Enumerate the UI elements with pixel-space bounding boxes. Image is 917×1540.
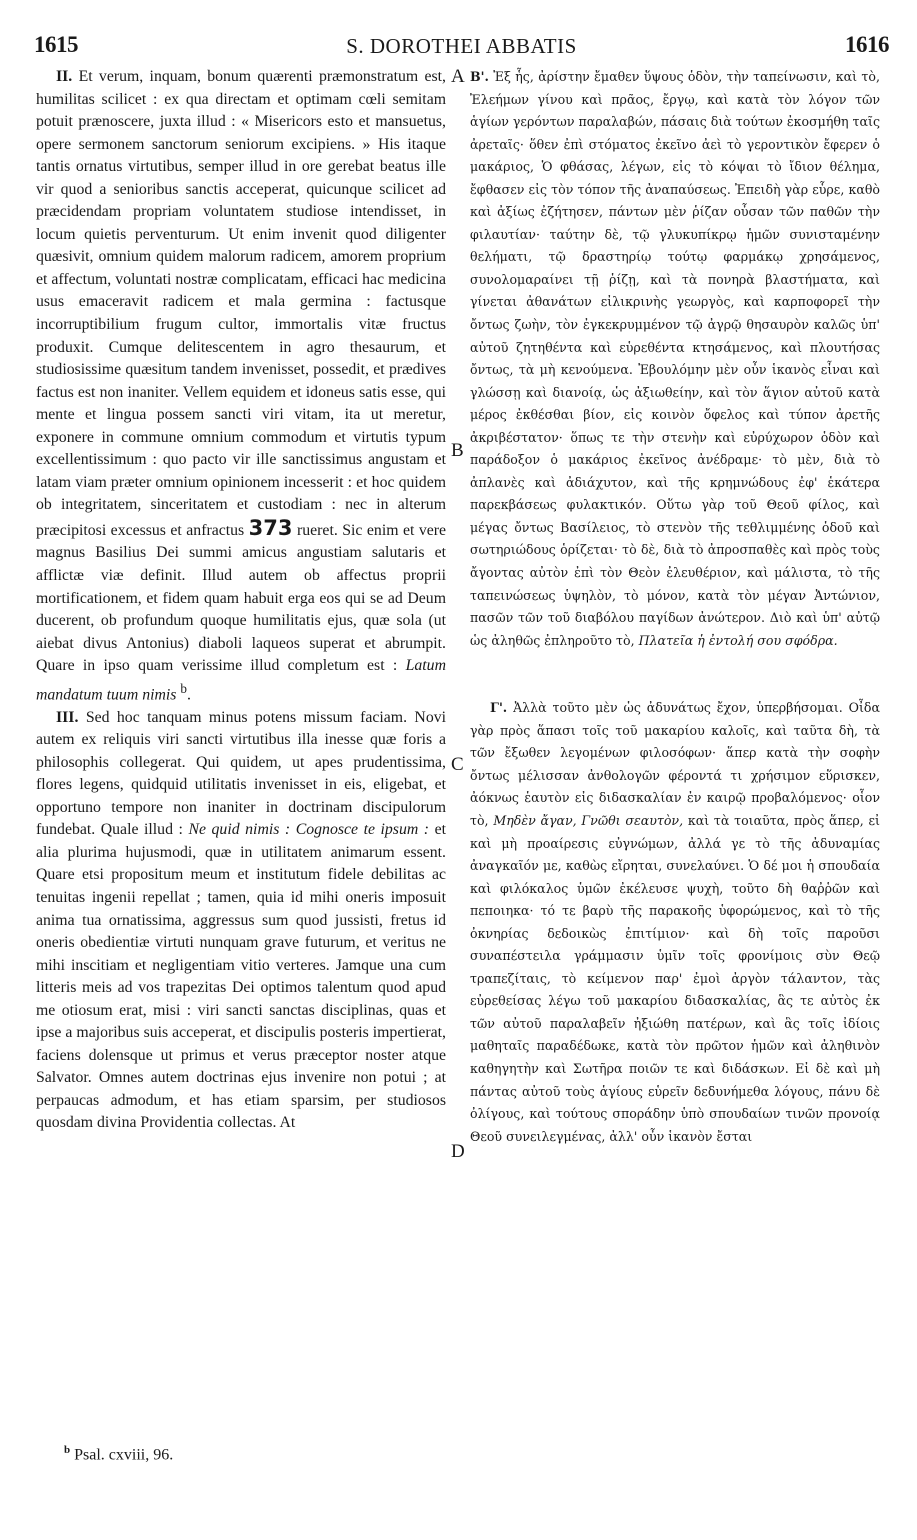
- latin-column: [36, 66, 446, 1135]
- scripture-quote: Latum mandatum tuum nimis: [36, 657, 446, 704]
- page-number-right: 1616: [845, 32, 889, 57]
- greek-text: Ἐξ ἧς, ἀρίστην ἔμαθεν ὕψους ὁδὸν, τὴν ταπείνωσιν, καὶ τὸ, Ἐλεήμων γίνου καὶ πρᾶος, ἔργῳ, καὶ κατὰ τὸν λόγον τῶν ἁγίων γερόντων παραλαβών, πάσαις διὰ τούτων ἐκοσμήθη ταῖς ἀρεταῖς· ὅθεν ἐπὶ στόματος ἐκεῖνο ἀεὶ τὸ γεροντικὸν ἔφερεν ὁ μακάριος, Ὁ φθάσας, λέγων, εἰς τὸ κόψαι τὸ ἴδιον θέλημα, ἔφθασεν εἰς τὸν τόπον τῆς ἀναπαύσεως. Ἐπειδὴ γὰρ εὗρε, καθὸ καὶ ἀξίως ἐζήτησεν, πάντων μὲν ῥίζαν οὖσαν τῶν παθῶν τὴν φιλαυτίαν· ταύτην δὲ, τῷ γλυκυπίκρῳ ἡμῶν συνισταμένην θελήματι, τῷ δραστηρίῳ τούτῳ φαρμάκῳ χρησάμενος, συνολομαραίνει τῇ ῥίζῃ, καὶ τὰ πονηρὰ βλαστήματα, καὶ γίνεται ἀθανάτων εἰλικρινὴς γεωργὸς, καὶ καρποφορεῖ τὴν ὄντως ζωὴν, τὸν ἐγκεκρυμμένον τῷ ἀγρῷ θησαυρὸν καλῶς ὑπ' αὐτοῦ ζητηθέντα καὶ εὑρεθέντα κτησάμενος, καὶ πλουτήσας ὄντως, τὰ μὴ κενούμενα. Ἐβουλόμην μὲν οὖν ἱκανὸς εἶναι καὶ γλώσσῃ καὶ διανοίᾳ, ὡς ἀξιωθείην, καὶ τὸν ἅγιον αὐτοῦ κατὰ μέρος ἐκθέσθαι βίον, εἰς κοινὸν ὄφελος καὶ τύπον ἀρετῆς ἀκριβέστατον· ὅπως τε τὴν στενὴν καὶ εὐρύχωρον ὁδὸν καὶ παράδοξον ὁ μακάριος ἐκεῖνος ἀνέδραμε· τὸ μὲν, διὰ τὸ ἀπλανὲς καὶ ἀδιάχυτον, καὶ τῆς κρημνώδους ἐφ' ἑκάτερα παρεκβάσεως φυλακτικόν. Οὕτω γὰρ τοῦ Θεοῦ φίλος, καὶ μέγας ὄντως Βασίλειος, τὸ στενὸν τῆς τεθλιμμένης ὁδοῦ καὶ σωτηριώδους ὁρίζεται· τὸ δὲ, διὰ τὸ ἀπροσπαθὲς καὶ πρὸς τοὺς ἄγοντας αὐτὸν ἐπὶ τὸν Θεὸν ἐλευθέριον, καὶ μάλιστα, τὸ τῆς ταπεινώσεως ὑψηλὸν, τὸ μόνον, κατὰ τὸν μέγαν Ἀντώνιον, πασῶν τῶν τοῦ διαβόλου παγίδων ἀνώτερον. Διὸ καὶ ὑπ' αὐτῷ ὡς ἀληθῶς ἐπληροῦτο τὸ,: [470, 69, 880, 648]
- inline-column-number: 373: [248, 515, 293, 540]
- margin-marker-a: A: [451, 66, 465, 87]
- greek-text: καὶ τὰ τοιαῦτα, πρὸς ἅπερ, εἰ καὶ μὴ προαίρεσις εὐγνώμων, ἀλλά γε τὸ τῆς ἀδυναμίας ἀναγκαῖόν με, καθὼς εἴρηται, συνελαύνει. Ὁ δέ μοι ἡ σπουδαία καὶ φιλόκαλος ὑμῶν ἐκέλευσε ψυχὴ, τοῦτο δὴ θαῤῥῶν καὶ πεποιηκα· τό τε βαρὺ τῆς παρακοῆς ὑφορώμενος, καὶ τὸ τῆς ὀκνηρίας δεδοικὼς ἐπιτίμιον· καὶ δὴ τοῖς παροῦσι συναπέστειλα γράμμασιν ὑμῖν τοῖς φρονίμοις σὺν Θεῷ τραπεζίταις, τὸ κείμενον παρ' ἐμοὶ ἀργὸν τάλαντον, τὰς εὐρεθείσας λέγω τοῦ μακαρίου διδασκαλίας, ἃς τε αὐτὸς ἐκ τῶν αὐτοῦ παραλαβεῖν ἠξιώθη πατέρων, καὶ ἃς τοῖς ἰδίοις μαθηταῖς παραδέδωκε, κατὰ τὸν πρῶτον ἡμῶν καὶ ἀληθινὸν καθηγητὴν καὶ Σωτῆρα ποιῶν τε καὶ διδάσκων. Εἰ δὲ καὶ μὴ πάντας αὐτοῦ τοὺς ἁγίους εὑρεῖν δεδυνήμεθα λόγους, πάνυ δὲ ὀλίγους, καὶ τούτους σποράδην ὑπὸ σπουδαίων τινῶν προνοίᾳ Θεοῦ συνειλεγμένας, ἀλλ' οὖν ἱκανὸν ἔσται: [470, 812, 880, 1144]
- margin-marker-c: C: [451, 754, 464, 775]
- latin-text: Et verum, inquam, bonum quærenti præmonstratum est, humilitas scilicet : ex qua directam et optimam cœli semitam potuit prænoscere, juxta illud : « Misericors esto et mansuetus, opere sermonem sanctorum seniorum excipiens. » His itaque tantis ornatus virtutibus, semper illud in ore gerebat beatus ille vir quod a senioribus sanctis acceperat, quicunque scilicet ad præcidendam propriam voluntatem studiose intendisset, in locum quietis perventurum. Ut enim invenit quod diligenter quæsivit, omnium quidem malorum radicem, amorem proprium et affectum, voluntati nostræ complicatam, efficaci hac medicina usus emaceravit radicem et mala germina : factusque incorruptibilium frugum cultor, immortalis vitæ fructus produxit. Cumque delitescentem in agro thesaurum, et studiosissime quæsitum tandem invenisset, possedit, et prædives factus est non inaniter. Vellem equidem et idoneus satis esse, qui mente et lingua possem sancti viri vitam, ita ut meretur, exponere in commune omnium commodum et virtutis typum excellentissimum : quo pacto vir ille sanctissimus angustam et latam viam præter omnium opinionem incesserit : et hoc quidem ob integritatem, sinceritatem et custodiam : nec in alterum præcipitosi excessus et anfractus: [36, 68, 446, 539]
- maxim-quote: Ne quid nimis : Cognosce te ipsum :: [188, 821, 430, 839]
- footnote-mark: b: [64, 1444, 71, 1456]
- greek-paragraph-2: [470, 66, 880, 652]
- margin-marker-d: D: [451, 1141, 465, 1162]
- section-number: II.: [56, 68, 73, 85]
- page-number-left: 1615: [34, 32, 78, 57]
- margin-marker-b: B: [451, 440, 464, 461]
- latin-paragraph-2: II. Et verum, inquam, bonum quærenti præmonstratum est, humilitas scilicet : ex qua directam et optimam cœli semitam potuit prænoscere, juxta illud : « Misericors esto et mansuetus, opere sermonem sanctorum seniorum excipiens. » His itaque tantis ornatus virtutibus, semper illud in ore gerebat beatus ille vir quod a senioribus sanctis acceperat, quicunque scilicet ad præcidendam propriam voluntatem studiose intendisset, in locum quietis perventurum. Ut enim invenit quod diligenter quæsivit, omnium quidem malorum radicem, amorem proprium et affectum, voluntati nostræ complicatam, efficaci hac medicina usus emaceravit radicem et mala germina : factusque incorruptibilium frugum cultor, immortalis vitæ fructus produxit. Cumque delitescentem in agro thesaurum, et studiosissime quæsitum tandem invenisset, possedit, et prædives factus est non inaniter. Vellem equidem et idoneus satis esse, qui mente et lingua possem sancti viri vitam, ita ut meretur, exponere in commune omnium commodum et virtutis typum excellentissimum : quo pacto vir ille sanctissimus angustam et latam viam præter omnium opinionem incesserit : et hoc quidem ob integritatem, sinceritatem et custodiam : nec in alterum præcipitosi excessus et anfractus 373 rueret. Sic enim et vere magnus Basilius Dei summi amicus angustiam salutaris et afflictæ viæ definit. Illud autem ob affectus proprii mortificationem, et fidem quam habuit erga eos qui se ad Deum ducerent, ob profundum quoque humilitatis ejus, quæ sola (ut aiebat divus Antonius) diaboli laqueos superat et abrumpit. Quare in ipso quam verissime illud completum est : Latum mandatum tuum nimis $^b$.: [36, 68, 446, 704]
- greek-column: [470, 66, 880, 1148]
- footnote-text: Psal. cxviii, 96.: [74, 1446, 174, 1464]
- section-number: Γ'.: [490, 700, 508, 716]
- scripture-quote-greek: Πλατεῖα ἡ ἐντολή σου σφόδρα.: [638, 632, 838, 648]
- footnote: [64, 1444, 173, 1464]
- footnote-reference: b: [180, 680, 187, 696]
- running-title: S. DOROTHEI ABBATIS: [346, 34, 577, 58]
- section-gap: [470, 652, 880, 697]
- latin-text: rueret. Sic enim et vere magnus Basilius Dei summi amicus angustiam salutaris et afflictæ viæ definit. Illud autem ob affectus proprii mortificationem, et fidem quam habuit erga eos qui se ad Deum ducerent, ob profundum quoque humilitatis ejus, quæ sola (ut aiebat divus Antonius) diaboli laqueos superat et abrumpit. Quare in ipso quam verissime illud completum est :: [36, 521, 446, 675]
- maxim-quote-greek: Μηδὲν ἄγαν, Γνῶθι σεαυτὸν,: [493, 812, 684, 828]
- column-margin-markers: [447, 66, 469, 1162]
- page-header: [34, 32, 889, 62]
- greek-paragraph-3: [470, 697, 880, 1148]
- section-number: Β'.: [470, 69, 489, 84]
- latin-paragraph-3: [36, 707, 446, 1135]
- latin-text: Sed hoc tanquam minus potens missum faciam. Novi autem ex reliquis viri sancti virtutibus illa inesse quæ foris a philosophis collegerat. Qui quidem, ut apes prudentissima, flores legens, quidquid utilitatis invenisset in eis, eligebat, et opportuno tempore non inaniter in doctrinam discipulorum fundebat. Quale illud :: [36, 708, 446, 839]
- section-number: III.: [56, 708, 79, 726]
- greek-text: Ἀλλὰ τοῦτο μὲν ὡς ἀδυνάτως ἔχον, ὑπερβήσομαι. Οἶδα γὰρ πρὸς ἅπασι τοῖς τοῦ μακαρίου καλοῖς, καὶ ταῦτα δὴ, τὰ τῶν ἔξωθεν λεγομένων φιλοσόφων· ἅπερ κατὰ τὴν σοφὴν ὄντως μέλισσαν ἀνθολογῶν φέροντά τι χρήσιμον εὕρισκεν, ἀόκνως ἑαυτὸν εἰς διδασκαλίαν ἐν καιρῷ προβαλόμενος· οἷον τὸ,: [470, 700, 880, 828]
- latin-text: et alia plurima hujusmodi, quæ in utilitatem animarum essent. Quare etsi propositum meum et institutum fidele debilitas ac tenuitas ingenii repellat ; tamen, quia id mihi oneris imposuit anima tua ornatissima, aggressus sum quod jussisti, fretus id oneris obedientiæ virtuti nunquam grave futurum, et veritus ne mihi inscitiam et negligentiam vitio verteres. Jamque una cum litteris meis ad vos trapezitas Dei optimos talentum quod apud me otiosum erat, misi : viri sancti sanctas disciplinas, quas et ipse a majoribus suis acceperat, et discipulis posteris impertierat, faciens dolensque ut primus et verus præceptor noster atque Salvator. Omnes autem doctrinas ejus invenire non potui ; at perpaucas admodum, et has etiam sparsim, per studiosos quosdam divina Providentia collectas. At: [36, 821, 446, 1132]
